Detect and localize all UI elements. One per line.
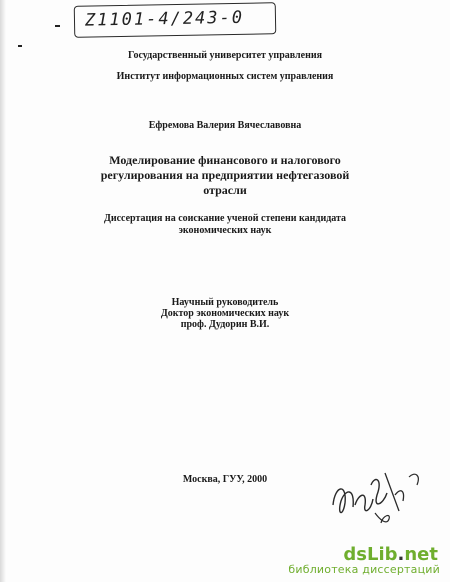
degree-statement	[0, 213, 450, 237]
dslib-logo	[290, 543, 440, 563]
advisor-line: Научный руководитель	[171, 297, 279, 308]
title-line: отрасли	[203, 183, 247, 197]
dissertation-title	[0, 153, 450, 198]
city-year: Москва, ГУУ, 2000	[182, 474, 268, 485]
advisor-block	[0, 297, 450, 330]
scan-mark	[55, 25, 60, 27]
scan-mark	[18, 45, 22, 47]
title-line: Моделирование финансового и налогового	[109, 153, 341, 167]
handwritten-catalog-box	[74, 2, 277, 38]
handwritten-signature	[325, 465, 430, 535]
footer-tagline: библиотека диссертаций	[288, 563, 440, 576]
institute-name: Институт информационных систем управления	[116, 71, 334, 82]
advisor-line: проф. Дудорин В.И.	[180, 319, 270, 330]
scan-edge-shadow	[0, 0, 6, 582]
university-name: Государственный университет управления	[127, 50, 323, 61]
watermark-footer	[290, 543, 440, 577]
svg-text:dsLib.net: dsLib.net	[343, 544, 438, 563]
degree-line: Диссертация на соискание ученой степени кандидата	[103, 213, 347, 224]
author-name: Ефремова Валерия Вячеславовна	[148, 120, 302, 131]
handwritten-catalog-number: Z1101-4/243-0	[84, 7, 245, 31]
advisor-line: Доктор экономических наук	[160, 308, 290, 319]
degree-line: экономических наук	[178, 225, 272, 236]
title-line: регулирования на предприятии нефтегазовой	[100, 168, 350, 182]
